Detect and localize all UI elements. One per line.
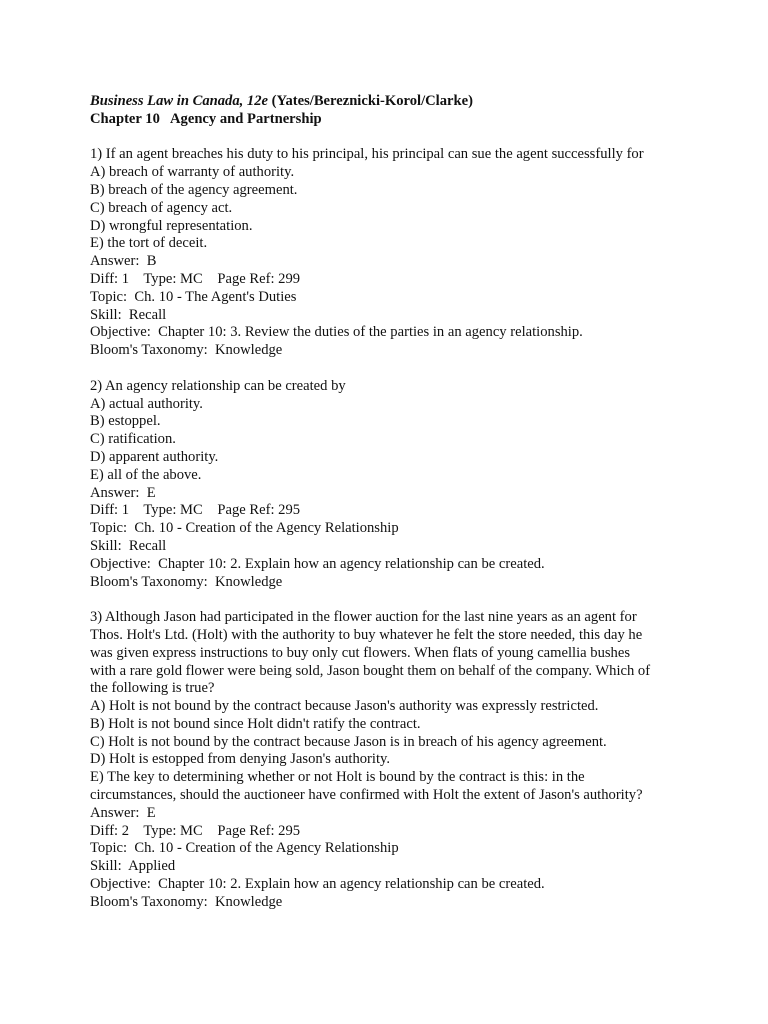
option-b: B) Holt is not bound since Holt didn't ratify the contract. [90, 715, 421, 732]
objective: Objective: Chapter 10: 2. Explain how an agency relationship can be created. [90, 555, 545, 572]
question-stem-line: 3) Although Jason had participated in the flower auction for the last nine years as an agent for [90, 609, 637, 626]
question-1 [90, 146, 690, 360]
answer: Answer: B [90, 253, 157, 270]
book-title: Business Law in Canada, 12e [90, 93, 269, 109]
objective: Objective: Chapter 10: 2. Explain how an agency relationship can be created. [90, 876, 545, 893]
option-c: C) Holt is not bound by the contract because Jason is in breach of his agency agreement. [90, 733, 607, 750]
topic: Topic: Ch. 10 - Creation of the Agency Relationship [90, 840, 399, 857]
option-e-continued: circumstances, should the auctioneer have confirmed with Holt the extent of Jason's authority? [90, 787, 643, 804]
difficulty-type-pageref: Diff: 1 Type: MC Page Ref: 299 [90, 270, 301, 287]
blooms-taxonomy: Bloom's Taxonomy: Knowledge [90, 342, 283, 359]
option-d: D) Holt is estopped from denying Jason's authority. [90, 751, 391, 768]
difficulty-type-pageref: Diff: 1 Type: MC Page Ref: 295 [90, 502, 301, 519]
option-a: A) actual authority. [90, 395, 203, 412]
spacer [90, 129, 690, 147]
answer: Answer: E [90, 804, 156, 821]
skill: Skill: Recall [90, 537, 167, 554]
skill: Skill: Applied [90, 858, 176, 875]
question-2 [90, 378, 690, 592]
option-c: C) breach of agency act. [90, 199, 233, 216]
question-stem-line: 2) An agency relationship can be created by [90, 377, 346, 394]
option-e: E) the tort of deceit. [90, 235, 208, 252]
option-c: C) ratification. [90, 431, 176, 448]
question-stem-line: Thos. Holt's Ltd. (Holt) with the authority to buy whatever he felt the store needed, this day he [90, 626, 643, 643]
question-stem-line: 1) If an agent breaches his duty to his principal, his principal can sue the agent successfully for [90, 146, 644, 163]
chapter-title: Chapter 10 Agency and Partnership [90, 110, 322, 127]
book-header [90, 93, 690, 111]
document-page [90, 93, 690, 912]
option-e: E) The key to determining whether or not Holt is bound by the contract is this: in the [90, 769, 585, 786]
option-b: B) breach of the agency agreement. [90, 181, 298, 198]
question-3 [90, 609, 690, 912]
difficulty-type-pageref: Diff: 2 Type: MC Page Ref: 295 [90, 822, 301, 839]
blooms-taxonomy: Bloom's Taxonomy: Knowledge [90, 893, 283, 910]
option-b: B) estoppel. [90, 413, 161, 430]
question-stem-line: the following is true? [90, 680, 215, 697]
option-d: D) wrongful representation. [90, 217, 253, 234]
option-a: A) Holt is not bound by the contract because Jason's authority was expressly restricted. [90, 698, 599, 715]
topic: Topic: Ch. 10 - The Agent's Duties [90, 288, 297, 305]
answer: Answer: E [90, 484, 156, 501]
spacer [90, 360, 690, 378]
book-authors: (Yates/Bereznicki-Korol/Clarke) [268, 93, 473, 109]
option-a: A) breach of warranty of authority. [90, 164, 295, 181]
option-d: D) apparent authority. [90, 448, 219, 465]
option-e: E) all of the above. [90, 466, 202, 483]
question-stem-line: was given express instructions to buy only cut flowers. When flats of young camellia bushes [90, 644, 630, 661]
objective: Objective: Chapter 10: 3. Review the duties of the parties in an agency relationship. [90, 324, 583, 341]
spacer [90, 591, 690, 609]
blooms-taxonomy: Bloom's Taxonomy: Knowledge [90, 573, 283, 590]
skill: Skill: Recall [90, 306, 167, 323]
question-stem-line: with a rare gold flower were being sold, Jason bought them on behalf of the company. Which of [90, 662, 651, 679]
topic: Topic: Ch. 10 - Creation of the Agency Relationship [90, 520, 399, 537]
